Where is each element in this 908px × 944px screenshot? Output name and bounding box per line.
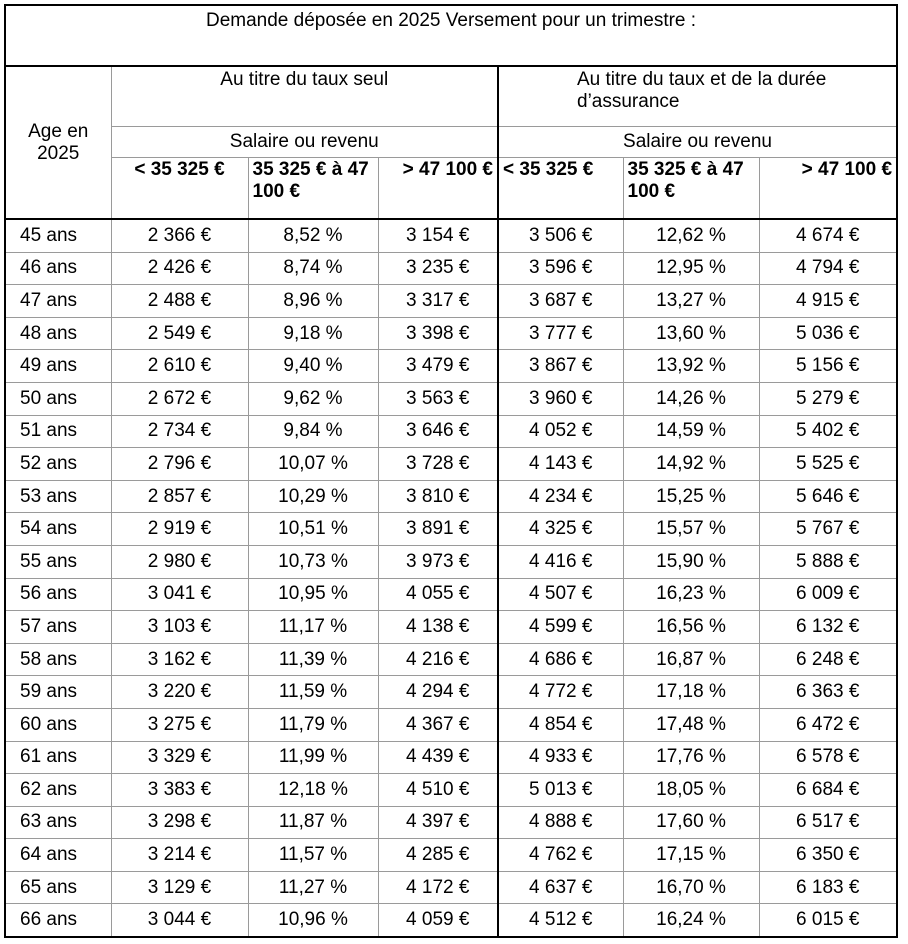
table-cell: 3 810 € bbox=[378, 480, 498, 513]
table-cell: 11,59 % bbox=[248, 676, 378, 709]
table-row bbox=[5, 513, 897, 546]
table-row bbox=[5, 448, 897, 481]
table-cell: 4 637 € bbox=[498, 871, 623, 904]
column-header: > 47 100 € bbox=[378, 158, 498, 220]
table-cell: 3 235 € bbox=[378, 252, 498, 285]
table-cell: 5 767 € bbox=[759, 513, 897, 546]
table-cell: 4 216 € bbox=[378, 643, 498, 676]
table-cell: 14,59 % bbox=[623, 415, 759, 448]
table-cell: 4 055 € bbox=[378, 578, 498, 611]
table-cell: 3 214 € bbox=[111, 839, 248, 872]
table-cell: 4 512 € bbox=[498, 904, 623, 937]
table-cell: 12,18 % bbox=[248, 774, 378, 807]
table-cell: 17,18 % bbox=[623, 676, 759, 709]
group-header-taux-seul: Au titre du taux seul bbox=[111, 66, 498, 127]
table-cell: 17,60 % bbox=[623, 806, 759, 839]
table-cell: 4 325 € bbox=[498, 513, 623, 546]
table-cell: 3 298 € bbox=[111, 806, 248, 839]
table-row bbox=[5, 382, 897, 415]
table-cell: 10,96 % bbox=[248, 904, 378, 937]
table-cell: 4 439 € bbox=[378, 741, 498, 774]
table-cell: 11,57 % bbox=[248, 839, 378, 872]
table-row bbox=[5, 480, 897, 513]
table-cell: 2 549 € bbox=[111, 317, 248, 350]
table-cell: 2 734 € bbox=[111, 415, 248, 448]
table-cell: 3 275 € bbox=[111, 708, 248, 741]
age-cell: 48 ans bbox=[5, 317, 111, 350]
table-row bbox=[5, 415, 897, 448]
table-cell: 17,48 % bbox=[623, 708, 759, 741]
table-cell: 3 129 € bbox=[111, 871, 248, 904]
group-header-taux-duree: Au titre du taux et de la durée d’assurance bbox=[498, 66, 897, 127]
table-cell: 4 686 € bbox=[498, 643, 623, 676]
rates-table bbox=[4, 4, 898, 938]
table-cell: 2 610 € bbox=[111, 350, 248, 383]
table-cell: 8,96 % bbox=[248, 285, 378, 318]
table-cell: 9,18 % bbox=[248, 317, 378, 350]
column-header: < 35 325 € bbox=[111, 158, 248, 220]
table-cell: 6 350 € bbox=[759, 839, 897, 872]
table-cell: 5 646 € bbox=[759, 480, 897, 513]
table-cell: 3 044 € bbox=[111, 904, 248, 937]
column-header: 35 325 € à 47 100 € bbox=[623, 158, 759, 220]
age-cell: 59 ans bbox=[5, 676, 111, 709]
age-cell: 60 ans bbox=[5, 708, 111, 741]
age-cell: 64 ans bbox=[5, 839, 111, 872]
table-cell: 13,60 % bbox=[623, 317, 759, 350]
table-cell: 3 041 € bbox=[111, 578, 248, 611]
table-cell: 12,95 % bbox=[623, 252, 759, 285]
table-cell: 2 796 € bbox=[111, 448, 248, 481]
table-title: Demande déposée en 2025 Versement pour un trimestre : bbox=[5, 5, 897, 66]
table-cell: 15,57 % bbox=[623, 513, 759, 546]
table-cell: 4 794 € bbox=[759, 252, 897, 285]
table-cell: 6 517 € bbox=[759, 806, 897, 839]
age-cell: 57 ans bbox=[5, 611, 111, 644]
subheader-salaire-2: Salaire ou revenu bbox=[498, 127, 897, 158]
table-cell: 16,70 % bbox=[623, 871, 759, 904]
table-cell: 10,51 % bbox=[248, 513, 378, 546]
table-cell: 4 772 € bbox=[498, 676, 623, 709]
table-row bbox=[5, 219, 897, 252]
table-row bbox=[5, 611, 897, 644]
table-cell: 5 279 € bbox=[759, 382, 897, 415]
table-cell: 9,84 % bbox=[248, 415, 378, 448]
table-cell: 4 234 € bbox=[498, 480, 623, 513]
age-cell: 63 ans bbox=[5, 806, 111, 839]
table-cell: 3 162 € bbox=[111, 643, 248, 676]
age-cell: 53 ans bbox=[5, 480, 111, 513]
age-cell: 45 ans bbox=[5, 219, 111, 252]
table-cell: 3 891 € bbox=[378, 513, 498, 546]
table-cell: 3 777 € bbox=[498, 317, 623, 350]
column-header: < 35 325 € bbox=[498, 158, 623, 220]
table-cell: 11,87 % bbox=[248, 806, 378, 839]
table-cell: 11,17 % bbox=[248, 611, 378, 644]
table-cell: 15,25 % bbox=[623, 480, 759, 513]
table-cell: 4 294 € bbox=[378, 676, 498, 709]
table-cell: 3 973 € bbox=[378, 545, 498, 578]
table-cell: 10,95 % bbox=[248, 578, 378, 611]
table-cell: 2 426 € bbox=[111, 252, 248, 285]
table-row bbox=[5, 806, 897, 839]
table-cell: 4 052 € bbox=[498, 415, 623, 448]
table-row bbox=[5, 643, 897, 676]
table-cell: 9,62 % bbox=[248, 382, 378, 415]
age-cell: 66 ans bbox=[5, 904, 111, 937]
age-cell: 52 ans bbox=[5, 448, 111, 481]
table-cell: 3 383 € bbox=[111, 774, 248, 807]
table-cell: 11,79 % bbox=[248, 708, 378, 741]
table-row bbox=[5, 839, 897, 872]
table-cell: 16,23 % bbox=[623, 578, 759, 611]
table-cell: 3 960 € bbox=[498, 382, 623, 415]
age-cell: 51 ans bbox=[5, 415, 111, 448]
table-cell: 6 015 € bbox=[759, 904, 897, 937]
table-cell: 18,05 % bbox=[623, 774, 759, 807]
table-cell: 6 183 € bbox=[759, 871, 897, 904]
table-cell: 3 398 € bbox=[378, 317, 498, 350]
age-cell: 56 ans bbox=[5, 578, 111, 611]
table-cell: 6 578 € bbox=[759, 741, 897, 774]
table-cell: 3 329 € bbox=[111, 741, 248, 774]
table-row bbox=[5, 545, 897, 578]
table-cell: 3 103 € bbox=[111, 611, 248, 644]
table-cell: 8,74 % bbox=[248, 252, 378, 285]
table-cell: 2 366 € bbox=[111, 219, 248, 252]
age-cell: 50 ans bbox=[5, 382, 111, 415]
table-cell: 3 220 € bbox=[111, 676, 248, 709]
table-cell: 4 143 € bbox=[498, 448, 623, 481]
table-row bbox=[5, 350, 897, 383]
table-cell: 3 317 € bbox=[378, 285, 498, 318]
table-row bbox=[5, 676, 897, 709]
table-body bbox=[5, 219, 897, 937]
table-cell: 3 596 € bbox=[498, 252, 623, 285]
table-cell: 13,92 % bbox=[623, 350, 759, 383]
table-cell: 4 138 € bbox=[378, 611, 498, 644]
table-cell: 10,29 % bbox=[248, 480, 378, 513]
column-header: > 47 100 € bbox=[759, 158, 897, 220]
table-cell: 11,27 % bbox=[248, 871, 378, 904]
table-cell: 5 525 € bbox=[759, 448, 897, 481]
table-cell: 4 397 € bbox=[378, 806, 498, 839]
age-cell: 46 ans bbox=[5, 252, 111, 285]
table-cell: 5 888 € bbox=[759, 545, 897, 578]
table-cell: 4 674 € bbox=[759, 219, 897, 252]
table-cell: 6 009 € bbox=[759, 578, 897, 611]
table-cell: 2 488 € bbox=[111, 285, 248, 318]
table-cell: 3 867 € bbox=[498, 350, 623, 383]
table-row bbox=[5, 252, 897, 285]
table-cell: 4 367 € bbox=[378, 708, 498, 741]
age-cell: 58 ans bbox=[5, 643, 111, 676]
table-cell: 4 416 € bbox=[498, 545, 623, 578]
table-row bbox=[5, 317, 897, 350]
age-cell: 62 ans bbox=[5, 774, 111, 807]
table-cell: 4 854 € bbox=[498, 708, 623, 741]
table-cell: 3 728 € bbox=[378, 448, 498, 481]
table-cell: 6 472 € bbox=[759, 708, 897, 741]
table-cell: 3 506 € bbox=[498, 219, 623, 252]
table-row bbox=[5, 774, 897, 807]
table-row bbox=[5, 285, 897, 318]
table-cell: 6 684 € bbox=[759, 774, 897, 807]
age-cell: 61 ans bbox=[5, 741, 111, 774]
table-cell: 6 248 € bbox=[759, 643, 897, 676]
table-cell: 11,39 % bbox=[248, 643, 378, 676]
table-row bbox=[5, 904, 897, 937]
table-cell: 4 888 € bbox=[498, 806, 623, 839]
table-cell: 4 507 € bbox=[498, 578, 623, 611]
table-cell: 9,40 % bbox=[248, 350, 378, 383]
column-header: 35 325 € à 47 100 € bbox=[248, 158, 378, 220]
table-row bbox=[5, 871, 897, 904]
table-cell: 5 402 € bbox=[759, 415, 897, 448]
table-cell: 3 646 € bbox=[378, 415, 498, 448]
table-cell: 8,52 % bbox=[248, 219, 378, 252]
table-cell: 2 919 € bbox=[111, 513, 248, 546]
table-cell: 6 132 € bbox=[759, 611, 897, 644]
table-cell: 16,87 % bbox=[623, 643, 759, 676]
table-row bbox=[5, 578, 897, 611]
age-cell: 54 ans bbox=[5, 513, 111, 546]
table-cell: 5 036 € bbox=[759, 317, 897, 350]
table-cell: 3 687 € bbox=[498, 285, 623, 318]
table-cell: 2 857 € bbox=[111, 480, 248, 513]
table-cell: 3 479 € bbox=[378, 350, 498, 383]
table-cell: 14,26 % bbox=[623, 382, 759, 415]
table-cell: 17,15 % bbox=[623, 839, 759, 872]
table-row bbox=[5, 708, 897, 741]
age-cell: 55 ans bbox=[5, 545, 111, 578]
table-cell: 16,56 % bbox=[623, 611, 759, 644]
table-cell: 4 285 € bbox=[378, 839, 498, 872]
table-cell: 10,73 % bbox=[248, 545, 378, 578]
table-cell: 4 933 € bbox=[498, 741, 623, 774]
table-cell: 2 672 € bbox=[111, 382, 248, 415]
table-cell: 10,07 % bbox=[248, 448, 378, 481]
table-cell: 17,76 % bbox=[623, 741, 759, 774]
table-cell: 5 156 € bbox=[759, 350, 897, 383]
table-row bbox=[5, 741, 897, 774]
table-cell: 13,27 % bbox=[623, 285, 759, 318]
table-cell: 4 915 € bbox=[759, 285, 897, 318]
subheader-salaire-1: Salaire ou revenu bbox=[111, 127, 498, 158]
table-cell: 15,90 % bbox=[623, 545, 759, 578]
table-cell: 6 363 € bbox=[759, 676, 897, 709]
age-header: Age en 2025 bbox=[5, 66, 111, 219]
table-cell: 4 510 € bbox=[378, 774, 498, 807]
table-cell: 4 762 € bbox=[498, 839, 623, 872]
table-cell: 4 599 € bbox=[498, 611, 623, 644]
table-cell: 11,99 % bbox=[248, 741, 378, 774]
age-cell: 65 ans bbox=[5, 871, 111, 904]
table-cell: 16,24 % bbox=[623, 904, 759, 937]
table-cell: 12,62 % bbox=[623, 219, 759, 252]
table-cell: 4 172 € bbox=[378, 871, 498, 904]
table-cell: 2 980 € bbox=[111, 545, 248, 578]
table-cell: 14,92 % bbox=[623, 448, 759, 481]
table-cell: 3 154 € bbox=[378, 219, 498, 252]
table-cell: 5 013 € bbox=[498, 774, 623, 807]
table-cell: 4 059 € bbox=[378, 904, 498, 937]
table-cell: 3 563 € bbox=[378, 382, 498, 415]
age-cell: 47 ans bbox=[5, 285, 111, 318]
age-cell: 49 ans bbox=[5, 350, 111, 383]
